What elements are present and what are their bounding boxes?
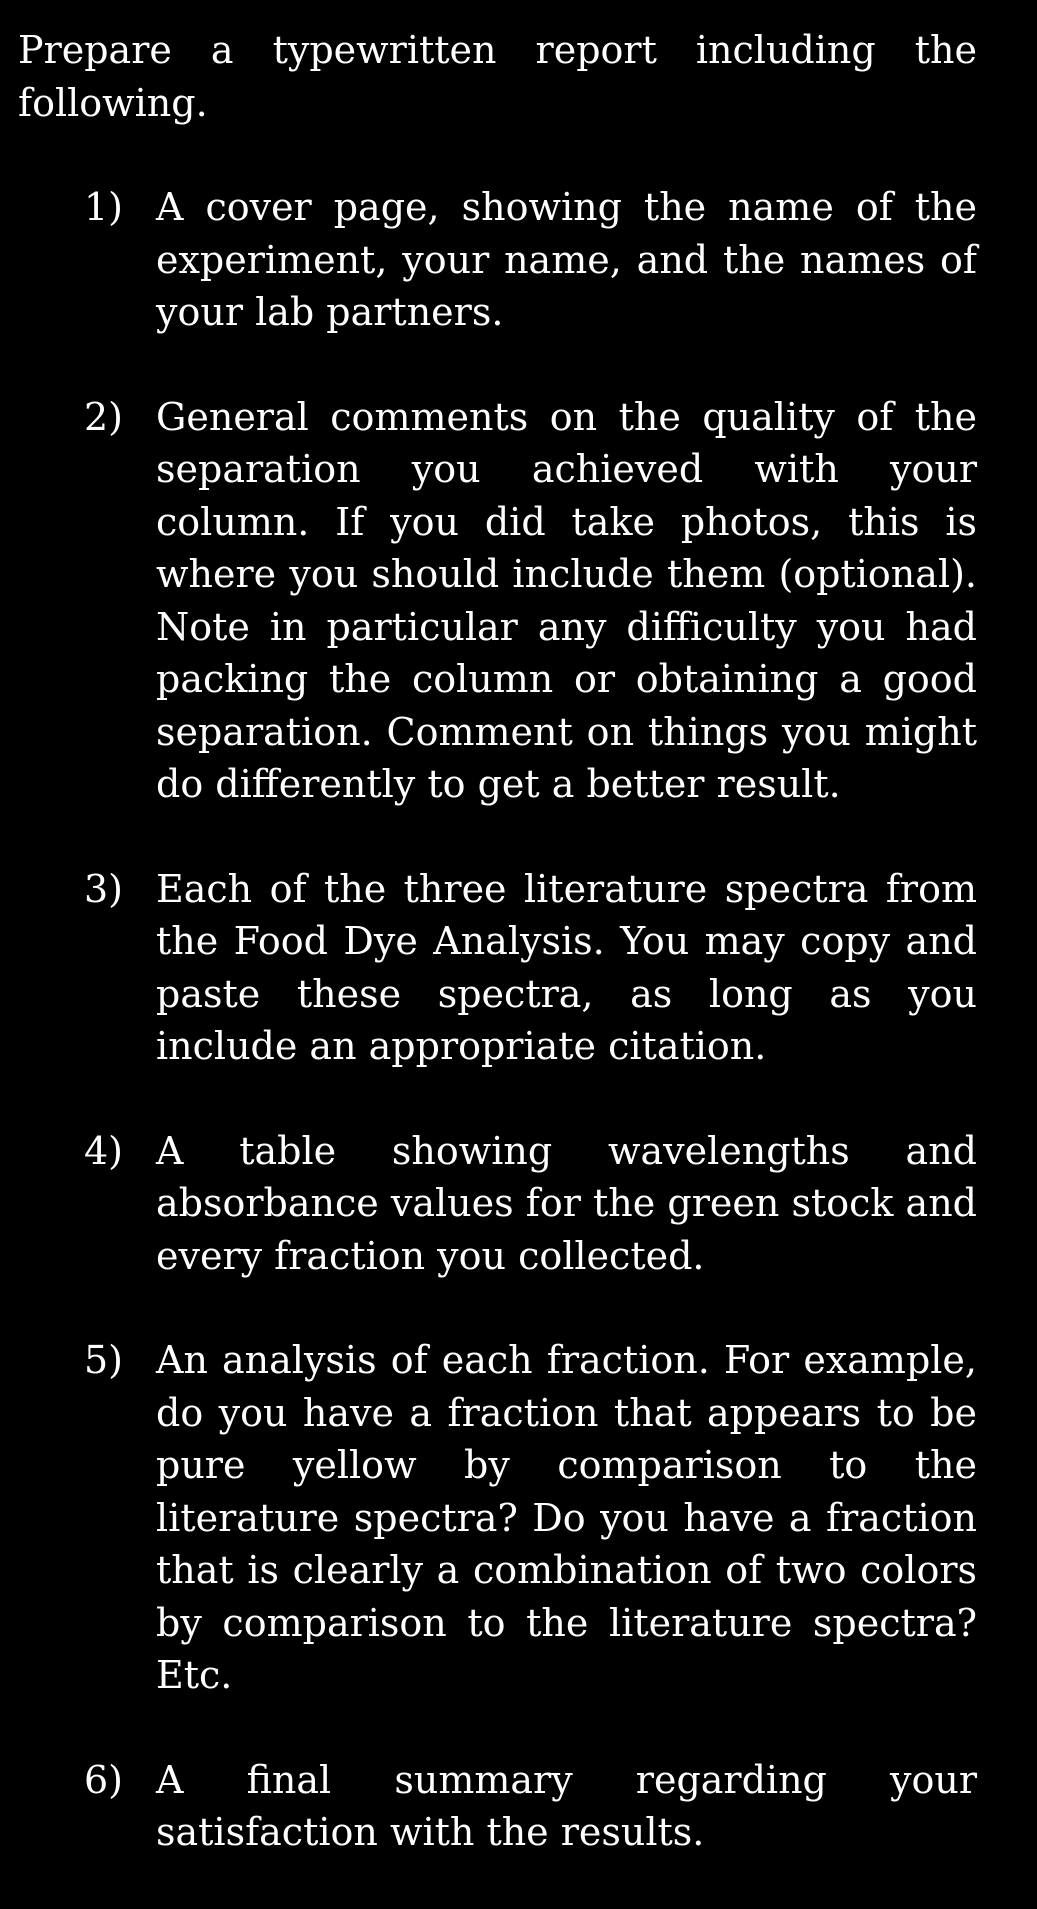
requirements-list (18, 181, 977, 1859)
list-item (18, 1334, 977, 1702)
list-item-text: A table showing wavelengths and absorbance values for the green stock and every fraction you collected. (156, 1128, 977, 1278)
list-item (18, 1125, 977, 1283)
list-item (18, 391, 977, 811)
list-item-text: A final summary regarding your satisfaction with the results. (156, 1757, 977, 1854)
list-item-text: General comments on the quality of the separation you achieved with your column. If you did take photos, this is where you should include them (optional). Note in particular any difficulty you had packing the column or obtaining a good separation. Comment on things you might do differently to get a better result. (156, 394, 977, 806)
list-item-number: 5) (84, 1338, 124, 1382)
list-item (18, 181, 977, 339)
list-item-number: 1) (84, 185, 124, 229)
list-item-number: 4) (84, 1128, 124, 1173)
list-item-text: An analysis of each fraction. For example, do you have a fraction that appears to be pure yellow by comparison to the literature spectra? Do you have a fraction that is clearly a combination of two colors by comparison to the literature spectra? Etc. (156, 1338, 977, 1697)
list-item-number: 6) (84, 1757, 124, 1802)
list-item-number: 2) (84, 394, 124, 439)
list-item-text: Each of the three literature spectra from the Food Dye Analysis. You may copy and paste these spectra, as long as you include an appropriate citation. (156, 866, 977, 1068)
list-item-text: A cover page, showing the name of the experiment, your name, and the names of your lab partners. (156, 185, 977, 334)
list-item-number: 3) (84, 866, 124, 911)
list-item (18, 863, 977, 1073)
intro-paragraph: Prepare a typewritten report including the following. (18, 28, 977, 125)
list-item (18, 1754, 977, 1859)
